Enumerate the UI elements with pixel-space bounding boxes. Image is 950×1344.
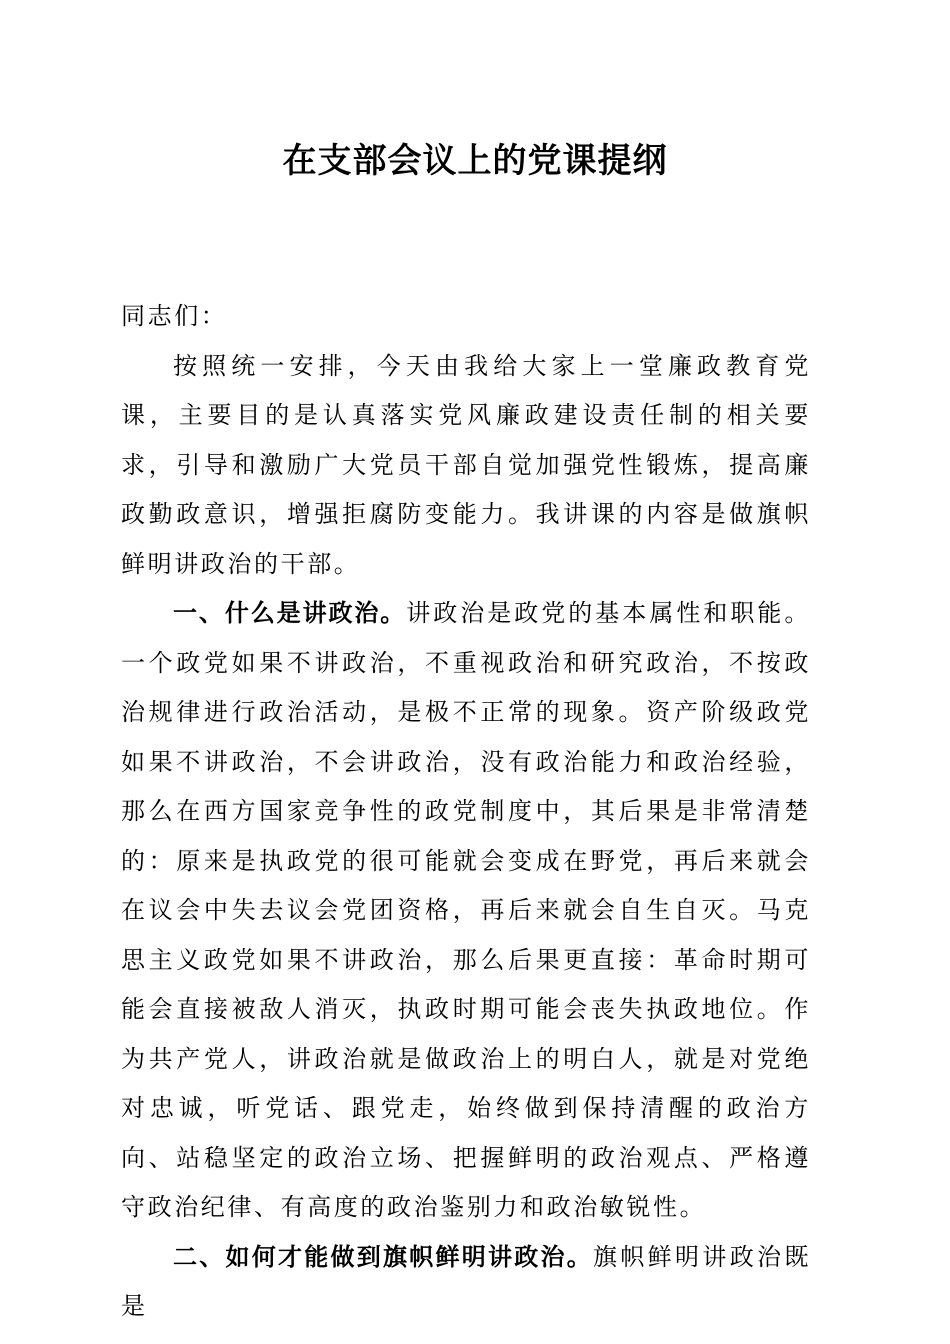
section-2-paragraph <box>121 1233 811 1332</box>
section-2-text: 旗帜鲜明讲政治既是 <box>121 1242 811 1320</box>
section-1-paragraph <box>121 589 811 1233</box>
section-1-heading: 一、什么是讲政治。 <box>173 599 407 627</box>
section-2-heading: 二、如何才能做到旗帜鲜明讲政治。 <box>173 1242 593 1271</box>
section-1-text: 讲政治是政党的基本属性和职能。一个政党如果不讲政治，不重视政治和研究政治，不按政治规律进行政治活动，是极不正常的现象。资产阶级政党如果不讲政治，不会讲政治，没有政治能力和政治经验，那么在西方国家竞争性的政党制度中，其后果是非常清楚的：原来是执政党的很可能就会变成在野党，再后来就会在议会中失去议会党团资格，再后来就会自生自灭。马克思主义政党如果不讲政治，那么后果更直接：革命时期可能会直接被敌人消灭，执政时期可能会丧失执政地位。作为共产党人，讲政治就是做政治上的明白人，就是对党绝对忠诚，听党话、跟党走，始终做到保持清醒的政治方向、站稳坚定的政治立场、把握鲜明的政治观点、严格遵守政治纪律、有高度的政治鉴别力和政治敏锐性。 <box>121 599 812 1221</box>
intro-paragraph: 按照统一安排，今天由我给大家上一堂廉政教育党课，主要目的是认真落实党风廉政建设责任制的相关要求，引导和激励广大党员干部自觉加强党性锻炼，提高廉政勤政意识，增强拒腐防变能力。我讲课的内容是做旗帜鲜明讲政治的干部。 <box>121 351 811 578</box>
document-body <box>121 292 811 1332</box>
salutation: 同志们： <box>121 302 228 330</box>
document-title: 在支部会议上的党课提纲 <box>282 141 668 181</box>
